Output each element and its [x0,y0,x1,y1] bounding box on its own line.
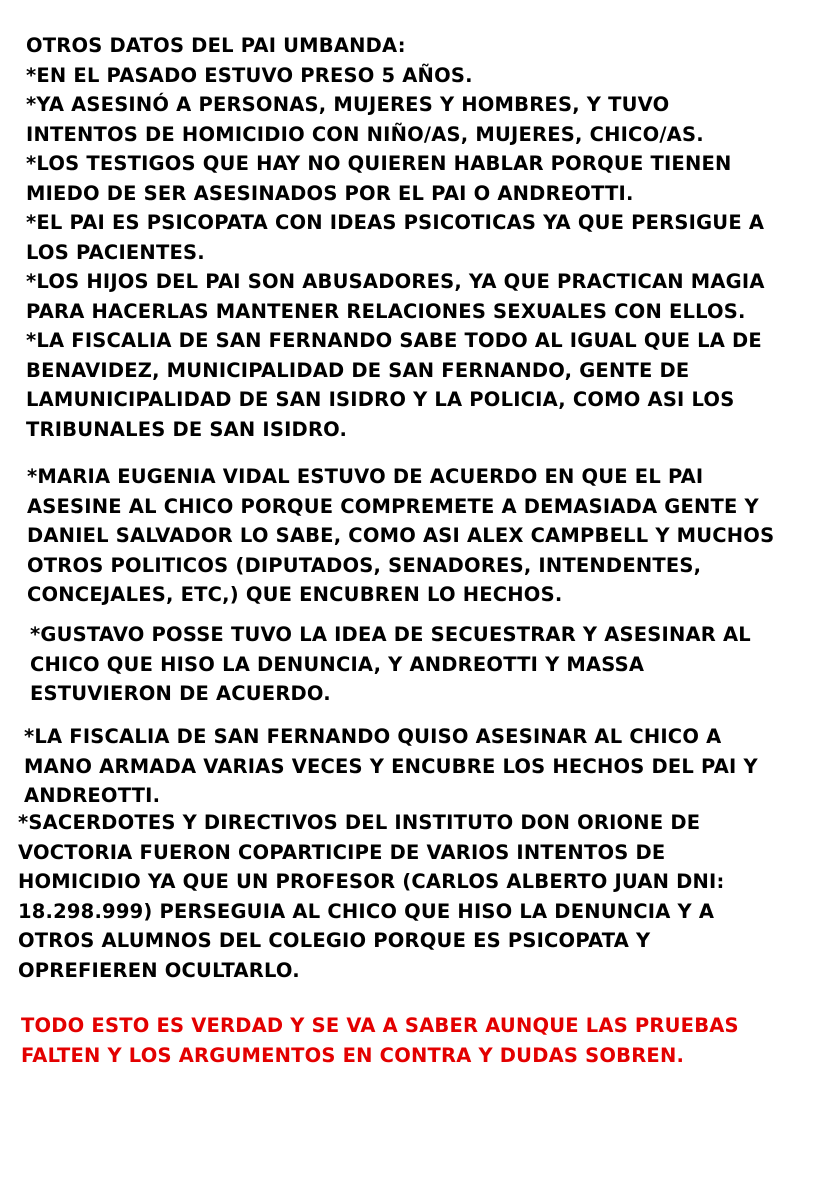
text-line: VOCTORIA FUERON COPARTICIPE DE VARIOS INTENTOS DE [18,840,666,864]
section-block-3 [30,620,751,709]
text-line: OTROS ALUMNOS DEL COLEGIO PORQUE ES PSICOPATA Y [18,929,651,952]
text-line: *GUSTAVO POSSE TUVO LA IDEA DE SECUESTRAR Y ASESINAR AL [30,623,751,646]
text-line: INTENTOS DE HOMICIDIO CON NIÑO/AS, MUJERES, CHICO/AS. [26,122,704,146]
text-line: *EL PAI ES PSICOPATA CON IDEAS PSICOTICAS YA QUE PERSIGUE A [26,211,765,234]
text-line: ANDREOTTI. [24,784,161,807]
text-line: TRIBUNALES DE SAN ISIDRO. [26,417,348,441]
text-line: CONCEJALES, ETC,) QUE ENCUBREN LO HECHOS. [27,583,563,606]
text-line: *LOS HIJOS DEL PAI SON ABUSADORES, YA QUE PRACTICAN MAGIA [26,270,765,293]
text-line: DANIEL SALVADOR LO SABE, COMO ASI ALEX CAMPBELL Y MUCHOS [27,524,775,547]
text-line: *LOS TESTIGOS QUE HAY NO QUIEREN HABLAR PORQUE TIENEN [26,152,732,175]
text-line: 18.298.999) PERSEGUIA AL CHICO QUE HISO LA DENUNCIA Y A [18,899,715,923]
text-line: *LA FISCALIA DE SAN FERNANDO SABE TODO AL IGUAL QUE LA DE [26,329,762,352]
text-line: *EN EL PASADO ESTUVO PRESO 5 AÑOS. [26,63,473,87]
text-line: LOS PACIENTES. [26,240,205,264]
text-line: *SACERDOTES Y DIRECTIVOS DEL INSTITUTO DON ORIONE DE [18,811,701,834]
closing-statement [21,1011,739,1070]
text-line: HOMICIDIO YA QUE UN PROFESOR (CARLOS ALBERTO JUAN DNI: [18,870,725,893]
text-line: *LA FISCALIA DE SAN FERNANDO QUISO ASESINAR AL CHICO A [24,725,722,748]
text-line: MANO ARMADA VARIAS VECES Y ENCUBRE LOS HECHOS DEL PAI Y [24,754,758,778]
text-line: LAMUNICIPALIDAD DE SAN ISIDRO Y LA POLICIA, COMO ASI LOS [26,388,735,411]
text-line: ASESINE AL CHICO PORQUE COMPREMETE A DEMASIADA GENTE Y [27,494,759,518]
section-block-4 [24,722,758,811]
text-line: CHICO QUE HISO LA DENUNCIA, Y ANDREOTTI Y MASSA [30,652,645,676]
heading: OTROS DATOS DEL PAI UMBANDA: [26,34,406,57]
text-line: BENAVIDEZ, MUNICIPALIDAD DE SAN FERNANDO, GENTE DE [26,358,690,382]
text-line: PARA HACERLAS MANTENER RELACIONES SEXUALES CON ELLOS. [26,299,746,323]
text-line: *MARIA EUGENIA VIDAL ESTUVO DE ACUERDO EN QUE EL PAI [27,465,704,488]
section-block-2 [27,462,774,610]
text-line: OTROS POLITICOS (DIPUTADOS, SENADORES, INTENDENTES, [27,553,702,577]
text-line: ESTUVIERON DE ACUERDO. [30,682,331,705]
text-line: *YA ASESINÓ A PERSONAS, MUJERES Y HOMBRES, Y TUVO [26,93,670,116]
section-block-1 [26,31,765,444]
text-line: MIEDO DE SER ASESINADOS POR EL PAI O ANDREOTTI. [26,181,634,205]
alert-text-line: TODO ESTO ES VERDAD Y SE VA A SABER AUNQUE LAS PRUEBAS [21,1014,739,1037]
alert-text-line: FALTEN Y LOS ARGUMENTOS EN CONTRA Y DUDAS SOBREN. [21,1043,685,1067]
section-block-5 [18,808,725,985]
text-line: OPREFIEREN OCULTARLO. [18,958,300,982]
